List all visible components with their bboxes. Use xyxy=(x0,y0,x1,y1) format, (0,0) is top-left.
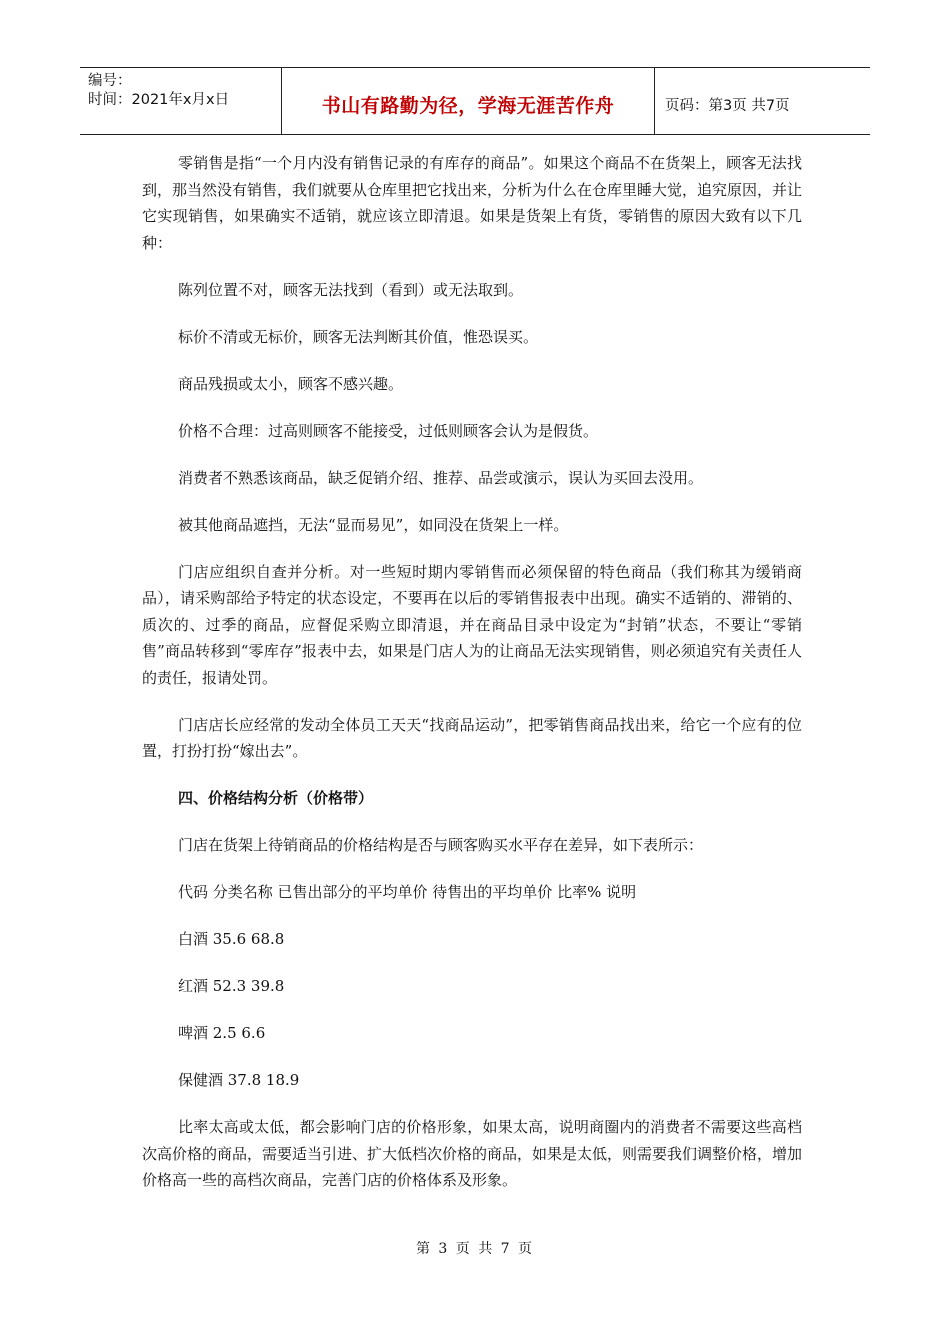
paragraph-self-check: 门店应组织自查并分析。对一些短时期内零销售而必须保留的特色商品（我们称其为缓销商品），请采购部给予特定的状态设定，不要再在以后的零销售报表中出现。确实不适销的、滞销的、质次的、过季的商品，应督促采购立即清退，并在商品目录中设定为“封销”状态，不要让“零销售”商品转移到“零库存”报表中去，如果是门店人为的让商品无法实现销售，则必须追究有关责任人的责任，报请处罚。 xyxy=(142,562,802,687)
reason-damaged: 商品残损或太小，顾客不感兴趣。 xyxy=(178,374,404,393)
reason-price-tag: 标价不清或无标价，顾客无法判断其价值，惟恐误买。 xyxy=(178,327,539,346)
reason-unfamiliar: 消费者不熟悉该商品，缺乏促销介绍、推荐、品尝或演示，误认为买回去没用。 xyxy=(178,468,704,487)
paragraph-find-goods: 门店店长应经常的发动全体员工天天“找商品运动”，把零销售商品找出来，给它一个应有的位置，打扮打扮“嫁出去”。 xyxy=(142,715,802,760)
table-row-baijiu: 白酒 35.6 68.8 xyxy=(178,930,285,948)
reason-blocked: 被其他商品遮挡，无法“显而易见”，如同没在货架上一样。 xyxy=(178,515,569,534)
paragraph-ratio-conclusion: 比率太高或太低，都会影响门店的价格形象，如果太高，说明商圈内的消费者不需要这些高档次高价格的商品，需要适当引进、扩大低档次价格的商品，如果是太低，则需要我们调整价格，增加价格高一些的高档次商品，完善门店的价格体系及形象。 xyxy=(142,1118,803,1189)
header-page-info: 页码：第3页 共7页 xyxy=(665,97,790,114)
table-row-baojianjiu: 保健酒 37.8 18.9 xyxy=(178,1071,300,1089)
document-date: 时间：2021年x月x日 xyxy=(88,92,230,108)
header-meta xyxy=(80,68,282,134)
header-motto: 书山有路勤为径，学海无涯苦作舟 xyxy=(282,68,655,134)
paragraph-price-structure-intro: 门店在货架上待销商品的价格结构是否与顾客购买水平存在差异，如下表所示： xyxy=(178,836,704,854)
reason-unreasonable-price: 价格不合理：过高则顾客不能接受，过低则顾客会认为是假货。 xyxy=(178,421,599,440)
table-header-row: 代码 分类名称 已售出部分的平均单价 待售出的平均单价 比率% 说明 xyxy=(178,883,637,901)
table-row-pijiu: 啤酒 2.5 6.6 xyxy=(178,1024,266,1042)
document-number: 编号： xyxy=(88,73,132,89)
page-header xyxy=(80,67,870,135)
section-heading-price-structure: 四、价格结构分析（价格带） xyxy=(178,789,374,807)
page-footer: 第 3 页 共 7 页 xyxy=(415,1241,535,1257)
paragraph-zero-sales-definition: 零销售是指“一个月内没有销售记录的有库存的商品”。如果这个商品不在货架上，顾客无法找到，那当然没有销售，我们就要从仓库里把它找出来，分析为什么在仓库里睡大觉，追究原因，并让它实现销售，如果确实不适销，就应该立即清退。如果是货架上有货，零销售的原因大致有以下几种： xyxy=(142,154,803,252)
reason-display-position: 陈列位置不对，顾客无法找到（看到）或无法取到。 xyxy=(178,280,524,299)
table-row-hongjiu: 红酒 52.3 39.8 xyxy=(178,977,285,995)
document-body xyxy=(142,150,802,1194)
